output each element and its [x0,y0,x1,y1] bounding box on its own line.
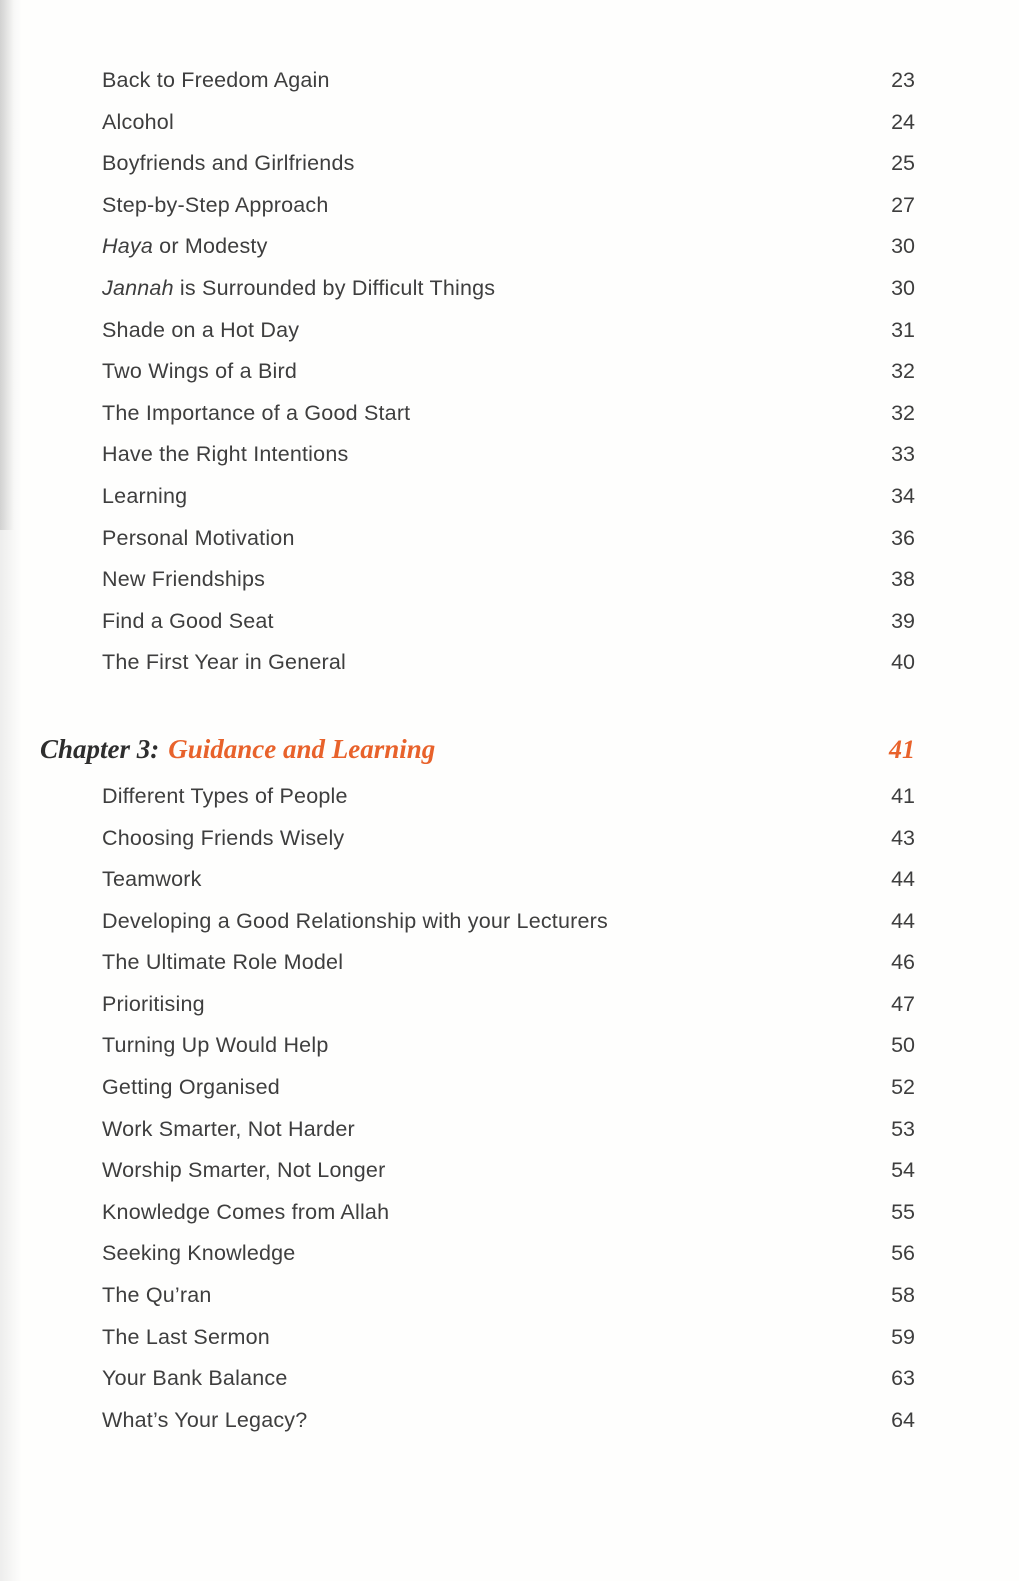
toc-entry-page: 39 [891,608,915,633]
toc-entry [102,526,915,568]
toc-entry-page: 58 [891,1283,915,1308]
toc-entry [102,567,915,609]
toc-entry-title [102,1408,307,1433]
toc-entry [102,992,915,1034]
toc-entry-text: Personal Motivation [102,525,295,550]
toc-entry-page: 34 [891,483,915,508]
toc-entry-text: The Qu’ran [102,1283,212,1308]
toc-entry-title [102,151,355,176]
toc-entry-page: 32 [891,359,915,384]
toc-entry [102,867,915,909]
toc-entry-text: Step-by-Step Approach [102,192,329,217]
toc-entry-text: Seeking Knowledge [102,1241,296,1266]
toc-entry-page: 38 [891,567,915,592]
toc-entry-title [102,1241,295,1266]
toc-entry [102,1075,915,1117]
toc-entry [102,784,915,826]
toc-entry [102,650,915,692]
toc-entry-page: 43 [891,825,915,850]
toc-entry-page: 56 [891,1241,915,1266]
toc-entry [102,359,915,401]
toc-entry-page: 40 [891,650,915,675]
toc-entry-italic-term: Haya [102,234,153,259]
toc-entry-text: Alcohol [102,109,174,134]
toc-entry-title [102,1366,288,1391]
toc-entry [102,401,915,443]
toc-entry [102,1408,915,1450]
toc-entry-text: The Last Sermon [102,1324,270,1349]
toc-entry-text: Developing a Good Relationship with your Lecturers [102,908,608,933]
toc-entry [102,1117,915,1159]
toc-entry-text: The First Year in General [102,650,347,675]
toc-entry-title [102,234,268,259]
toc-entry-title [102,526,295,551]
toc-entry-page: 30 [891,275,915,300]
toc-entry-title [102,110,174,135]
toc-entry-page: 63 [891,1366,915,1391]
toc-entry-text: Worship Smarter, Not Longer [102,1158,386,1183]
toc-entry-title [102,359,297,384]
toc-entry-page: 52 [891,1075,915,1100]
toc-entry-text: Prioritising [102,991,205,1016]
toc-entry [102,1158,915,1200]
toc-entry-text: is Surrounded by Difficult Things [173,275,496,300]
toc-entry-text: Boyfriends and Girlfriends [102,151,355,176]
toc-entry-title [102,867,202,892]
toc-entry-title [102,401,410,426]
chapter-heading-text [40,734,435,765]
toc-entry [102,234,915,276]
toc-entry [102,193,915,235]
toc-entry-text: Have the Right Intentions [102,442,349,467]
toc-entry-title [102,567,265,592]
toc-entry-page: 59 [891,1324,915,1349]
toc-entry [102,68,915,110]
toc-entry-title [102,826,344,851]
toc-entry-page: 32 [891,400,915,425]
toc-entry-page: 24 [891,109,915,134]
toc-entry-text: The Ultimate Role Model [102,950,344,975]
toc-entry [102,442,915,484]
toc-entry [102,484,915,526]
toc-entry-text: Shade on a Hot Day [102,317,300,342]
toc-entry-title [102,193,329,218]
toc-entry-text: Teamwork [102,867,202,892]
toc-entry-text: or Modesty [153,234,268,259]
toc-entry-page: 36 [891,525,915,550]
toc-entry [102,826,915,868]
toc-entry-title [102,992,205,1017]
toc-entry [102,1325,915,1367]
toc-entry-title [102,1075,280,1100]
toc-entry-title [102,784,348,809]
toc-entry [102,1200,915,1242]
toc-entry-text: What’s Your Legacy? [102,1407,308,1432]
toc-entry-text: The Importance of a Good Start [102,400,411,425]
toc-entry-text: Turning Up Would Help [102,1033,329,1058]
toc-entry-title [102,609,274,634]
toc-entry [102,1283,915,1325]
toc-entry-text: Choosing Friends Wisely [102,825,345,850]
toc-entry-text: Learning [102,483,188,508]
toc-entry-page: 41 [891,783,915,808]
toc-entry-page: 23 [891,68,915,92]
toc-entry [102,1033,915,1075]
toc-entry-page: 44 [891,867,915,892]
toc-entry-page: 55 [891,1199,915,1224]
toc-entry-title [102,1200,389,1225]
toc-entry-title [102,484,187,509]
toc-entry [102,909,915,951]
toc-entry-title [102,909,608,934]
toc-entry-page: 25 [891,151,915,176]
toc-entry-title [102,1325,270,1350]
toc-entry-page: 27 [891,192,915,217]
toc-entry-page: 64 [891,1407,915,1432]
toc-entry-page: 44 [891,908,915,933]
toc-entry-page: 50 [891,1033,915,1058]
toc-entry-title [102,318,299,343]
chapter-page: 41 [889,734,915,764]
toc-entry-page: 53 [891,1116,915,1141]
toc-entry-text: Two Wings of a Bird [102,359,297,384]
toc-entry-page: 54 [891,1158,915,1183]
toc-entry [102,276,915,318]
toc-entry [102,609,915,651]
toc-entry-title [102,950,343,975]
toc-entry-page: 30 [891,234,915,259]
toc-entry [102,1366,915,1408]
toc-entry-title [102,1158,385,1183]
toc-entry-text: Back to Freedom Again [102,68,330,92]
toc-entry-italic-term: Jannah [102,275,174,300]
toc-entry-title [102,650,346,675]
chapter-title: Guidance and Learning [168,733,436,764]
toc-entry-title [102,442,348,467]
toc-entry-page: 33 [891,442,915,467]
toc-entry-title [102,1283,212,1308]
toc-entry-page: 46 [891,950,915,975]
toc-entry-text: Getting Organised [102,1075,280,1100]
toc-entry-text: Different Types of People [102,783,348,808]
chapter-heading [40,734,915,784]
toc-entry [102,110,915,152]
toc-entry-text: Work Smarter, Not Harder [102,1116,355,1141]
toc-entry-page: 47 [891,991,915,1016]
toc-entry-title [102,1117,355,1142]
toc-entry-text: New Friendships [102,567,266,592]
toc-entry [102,1241,915,1283]
toc-entry-title [102,68,330,93]
toc-entry [102,950,915,992]
toc-entry-title [102,276,495,301]
toc-entry-title [102,1033,328,1058]
chapter-prefix: Chapter 3: [40,733,160,764]
toc-entry [102,318,915,360]
toc-entry-text: Your Bank Balance [102,1366,288,1391]
toc-entry [102,151,915,193]
toc-entry-page: 31 [891,317,915,342]
toc-entry-text: Knowledge Comes from Allah [102,1199,390,1224]
toc-entry-text: Find a Good Seat [102,608,274,633]
